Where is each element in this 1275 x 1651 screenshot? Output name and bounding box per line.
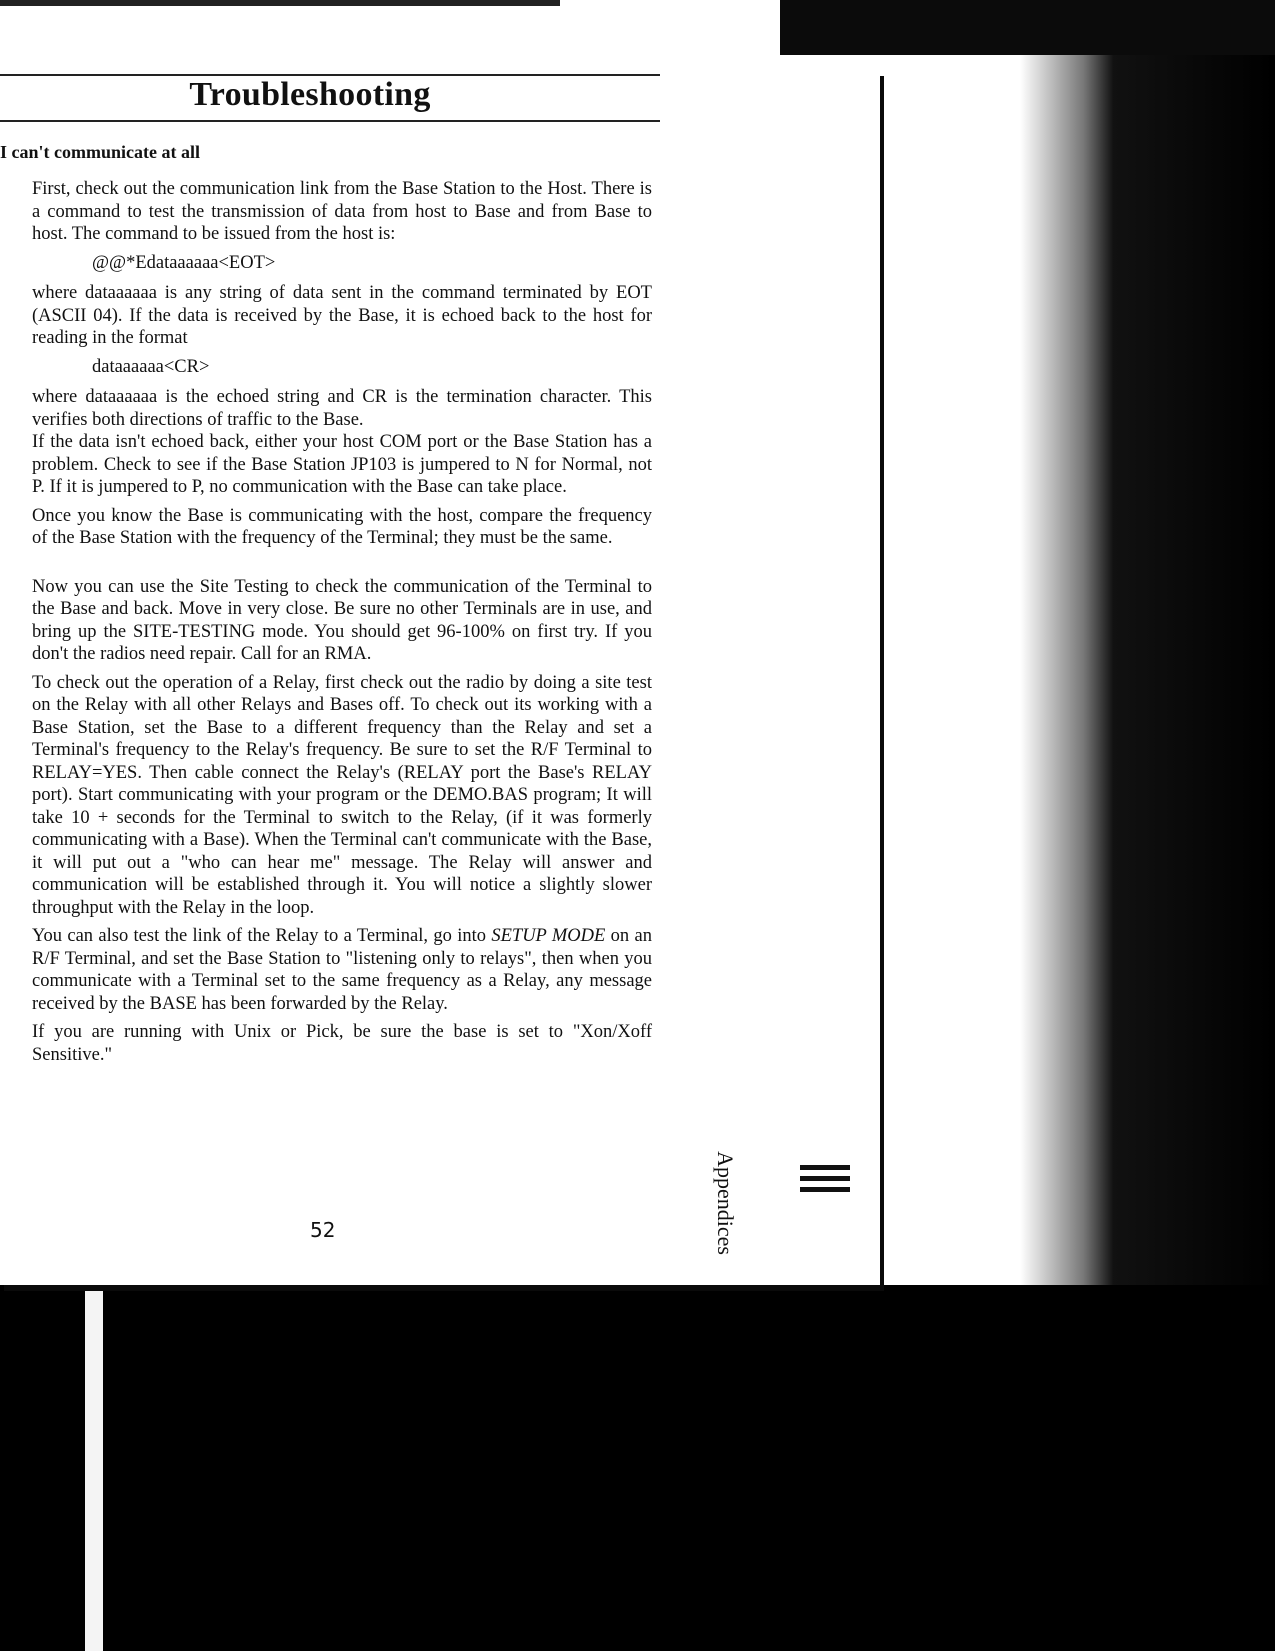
title-rule-bottom (0, 120, 660, 122)
paragraph-9: If you are running with Unix or Pick, be sure the base is set to "Xon/Xoff Sensitive." (32, 1022, 652, 1065)
setup-mode-emphasis: SETUP MODE (491, 926, 606, 946)
paragraph-7: To check out the operation of a Relay, first check out the radio by doing a site test on the Relay with all other Relays and Bases off. To check out its working with a Base Station, set the Base to a different frequency than the Relay and set a Terminal's frequency to the Relay's frequency. Be sure to set the R/F Terminal to RELAY=YES. Then cable connect the Relay's (RELAY port the Base's RELAY port). Start communicating with your program or the DEMO.BAS program; It will take 10 + seconds for the Terminal to switch to the Relay, (if it was formerly communicating with a Base). When the Terminal can't communicate with the Base, it will put out a "who can hear me" message. The Relay will answer and communication will be established through it. You will notice a slightly slower throughput with the Relay in the loop. (32, 672, 652, 918)
paragraph-6: Now you can use the Site Testing to check the communication of the Terminal to the Base and back. Move in very close. Be sure no other Terminals are in use, and bring up the SITE-TESTING mode. You should get 96-100% on first try. If you don't the radios need repair. Call for an RMA. (32, 576, 652, 664)
paragraph-3: where dataaaaaa is the echoed string and CR is the termination character. This verifies both directions of traffic to the Base. (32, 387, 652, 430)
side-tab-label: Appendices (713, 1151, 738, 1255)
paragraph-gap (32, 556, 652, 576)
page-number: 52 (310, 1218, 336, 1242)
command-example-1: @@*Edataaaaaa<EOT> (92, 252, 276, 273)
edge-tab-mark (800, 1187, 850, 1192)
body-text (32, 178, 652, 1072)
scan-top-bar (780, 0, 1275, 55)
paragraph-2: where dataaaaaa is any string of data sent in the command terminated by EOT (ASCII 04). If the data is received by the Base, it is echoed back to the host for reading in the format (32, 283, 652, 348)
command-example-2: dataaaaaa<CR> (92, 356, 210, 377)
side-tab (705, 1150, 745, 1270)
scan-left-stripe (85, 1290, 103, 1651)
scan-top-strip (0, 0, 560, 6)
edge-tab-mark (800, 1165, 850, 1170)
scan-bottom-shadow (0, 1285, 1275, 1651)
page-title: Troubleshooting (189, 76, 431, 113)
paragraph-8-end: on an R/F Terminal, and set the Base Station to "listening only to relays", then when you communicate with a Terminal set to the same frequency as a Relay, any message received by the BASE has been forwarded by the Relay. (32, 926, 652, 1014)
edge-tab-marks (800, 1165, 850, 1205)
section-heading: I can't communicate at all (0, 142, 200, 162)
paragraph-8 (32, 925, 652, 1015)
paragraph-8-start: You can also test the link of the Relay to a Terminal, go into (32, 926, 492, 946)
paragraph-4: If the data isn't echoed back, either your host COM port or the Base Station has a problem. Check to see if the Base Station JP103 is jumpered to N for Normal, not P. If it is jumpered to P, no communication with the Base can take place. (32, 432, 652, 497)
edge-tab-mark (800, 1176, 850, 1181)
document-page (0, 70, 880, 1285)
paragraph-5: Once you know the Base is communicating with the host, compare the frequency of the Base Station with the frequency of the Terminal; they must be the same. (32, 505, 652, 548)
paragraph-1: First, check out the communication link from the Base Station to the Host. There is a command to test the transmission of data from host to Base and from Base to host. The command to be issued from the host is: (32, 179, 652, 244)
